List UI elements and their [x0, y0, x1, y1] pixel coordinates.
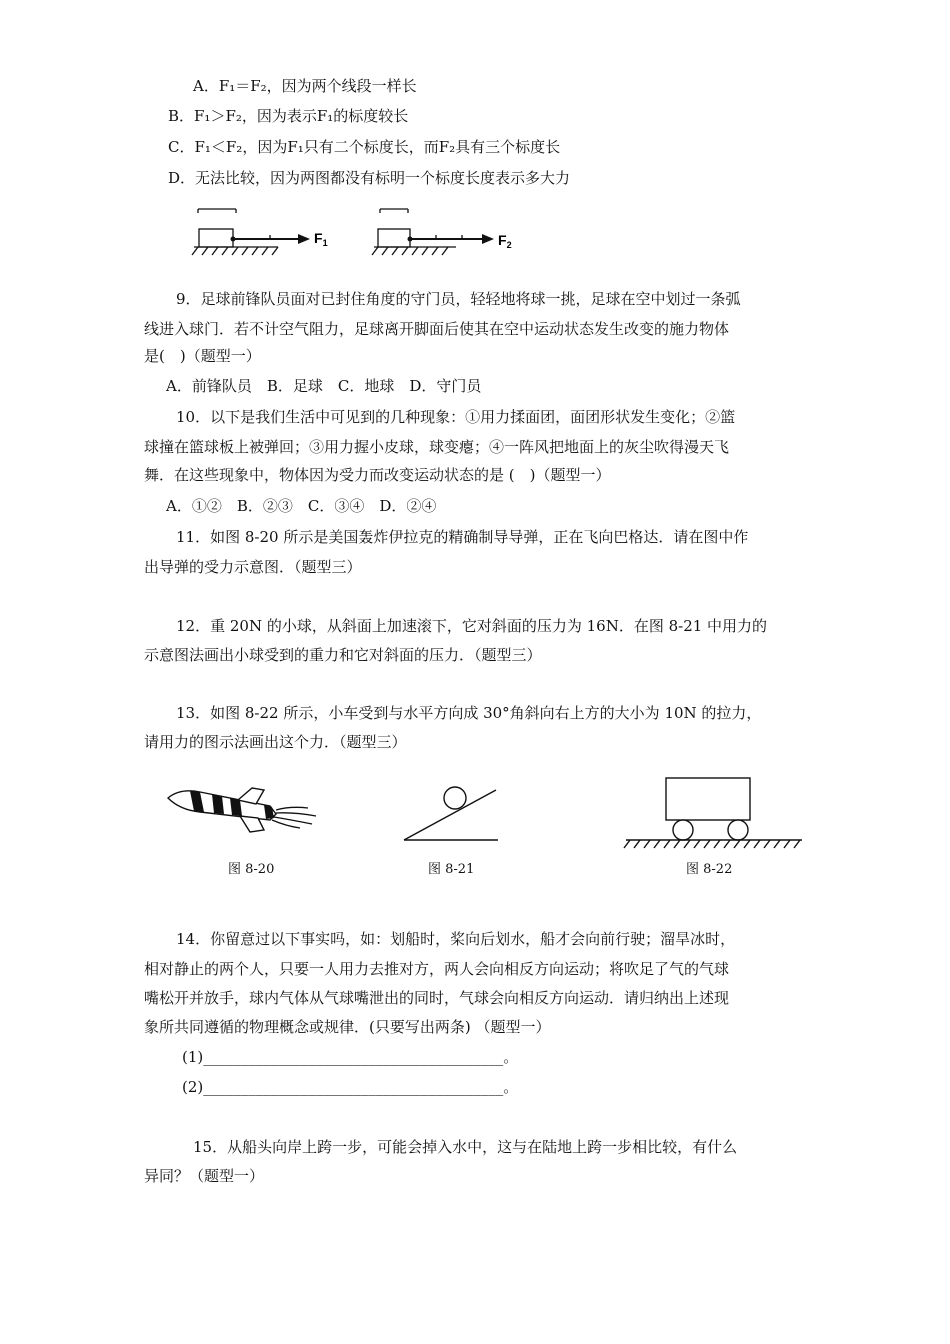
incline-figure [400, 778, 500, 846]
ground-hatch-f2 [372, 247, 448, 255]
ground-hatch [624, 840, 800, 848]
q14-line-4: 象所共同遵循的物理概念或规律．(只要写出两条) （题型一） [144, 1018, 551, 1036]
label-f1: $F_1$ [314, 230, 328, 248]
q9-line-1: 9．足球前锋队员面对已封住角度的守门员，轻轻地将球一挑，足球在空中划过一条弧 [176, 290, 741, 308]
q14-answer-1[interactable]: (1)________________________________________。 [182, 1048, 519, 1066]
cart-wheel-right [728, 820, 748, 840]
cart-figure [620, 774, 805, 850]
figure-8-20-caption: 图 8-20 [228, 862, 275, 877]
figure-8-21-caption: 图 8-21 [428, 862, 475, 877]
q8-option-a: A．F₁＝F₂，因为两个线段一样长 [193, 77, 417, 95]
q13-line-1: 13．如图 8-22 所示，小车受到与水平方向成 30°角斜向右上方的大小为 10N 的拉力， [176, 704, 762, 722]
q11-line-2: 出导弹的受力示意图．（题型三） [144, 558, 362, 576]
q12-line-2: 示意图法画出小球受到的重力和它对斜面的压力．（题型三） [144, 646, 542, 664]
q9-line-2: 线进入球门．若不计空气阻力，足球离开脚面后使其在空中运动状态发生改变的施力物体 [144, 320, 730, 338]
missile-exhaust [272, 807, 316, 828]
force-diagram-f1 [190, 205, 340, 265]
q8-option-d: D．无法比较，因为两图都没有标明一个标度长度表示多大力 [168, 169, 571, 187]
q8-option-b: B．F₁＞F₂，因为表示F₁的标度较长 [168, 107, 409, 125]
q10-line-3: 舞．在这些现象中，物体因为受力而改变运动状态的是 ( )（题型一） [144, 466, 611, 484]
block-f2 [378, 229, 410, 247]
missile-figure [160, 780, 325, 842]
ground-hatch-f1 [192, 247, 278, 255]
q14-line-1: 14．你留意过以下事实吗，如：划船时，桨向后划水，船才会向前行驶；溜旱冰时， [176, 930, 736, 948]
q10-line-2: 球撞在篮球板上被弹回；③用力握小皮球，球变瘪；④一阵风把地面上的灰尘吹得漫天飞 [144, 438, 730, 456]
block-f1 [199, 229, 233, 247]
q14-answer-2[interactable]: (2)________________________________________。 [182, 1078, 519, 1096]
label-f2: $F_2$ [498, 232, 512, 250]
q13-line-2: 请用力的图示法画出这个力．（题型三） [144, 733, 407, 751]
q12-line-1: 12．重 20N 的小球，从斜面上加速滚下，它对斜面的压力为 16N．在图 8-21 中用力的 [176, 617, 768, 635]
q9-options: A．前锋队员 B．足球 C．地球 D．守门员 [166, 377, 482, 395]
q15-line-1: 15．从船头向岸上跨一步，可能会掉入水中，这与在陆地上跨一步相比较，有什么 [193, 1138, 738, 1156]
q11-line-1: 11．如图 8-20 所示是美国轰炸伊拉克的精确制导导弹，正在飞向巴格达．请在图中作 [176, 528, 749, 546]
ball [444, 787, 466, 809]
q15-line-2: 异同？（题型一） [144, 1167, 265, 1185]
q14-line-3: 嘴松开并放手，球内气体从气球嘴泄出的同时，气球会向相反方向运动．请归纳出上述现 [144, 989, 730, 1007]
q10-options: A．①② B．②③ C．③④ D．②④ [166, 497, 437, 515]
force-diagram-f2 [370, 205, 530, 265]
cart-body [666, 778, 750, 820]
q10-line-1: 10．以下是我们生活中可见到的几种现象：①用力揉面团，面团形状发生变化；②篮 [176, 408, 736, 426]
scale-bar-f2 [380, 209, 408, 213]
scale-bar-f1 [198, 209, 236, 213]
q8-option-c: C．F₁＜F₂，因为F₁只有二个标度长，而F₂具有三个标度长 [168, 138, 561, 156]
figure-8-22-caption: 图 8-22 [686, 862, 733, 877]
q14-line-2: 相对静止的两个人，只要一人用力去推对方，两人会向相反方向运动；将吹足了气的气球 [144, 960, 730, 978]
q9-line-3: 是( )（题型一） [144, 347, 261, 365]
cart-wheel-left [673, 820, 693, 840]
